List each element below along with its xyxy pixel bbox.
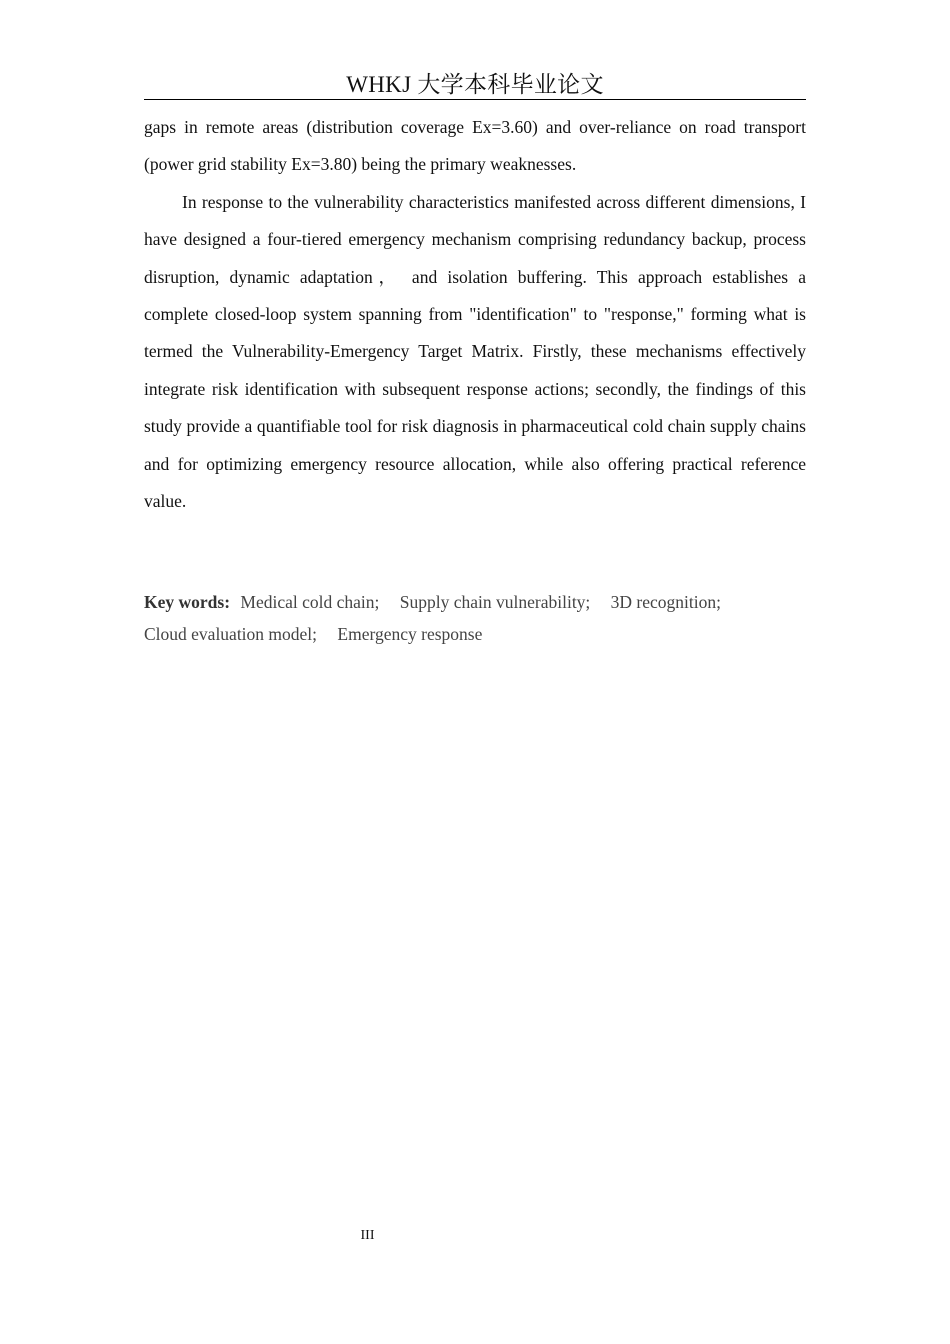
keyword-item: Medical cold chain; — [240, 592, 380, 612]
abstract-body — [144, 109, 806, 520]
header-rule — [144, 99, 806, 100]
keyword-item: 3D recognition; — [610, 592, 721, 612]
keywords-label: Key words: — [144, 592, 231, 612]
abstract-paragraph-continuation: gaps in remote areas (distribution coverage Ex=3.60) and over-reliance on road transport (power grid stability Ex=3.80) being the primary weaknesses. — [144, 117, 806, 175]
keyword-item: Supply chain vulnerability; — [399, 592, 591, 612]
page-header-title: WHKJ 大学本科毕业论文 — [346, 72, 604, 97]
page-number: III — [360, 1228, 375, 1243]
abstract-paragraph: In response to the vulnerability characteristics manifested across different dimensions, I have designed a four-tiered emergency mechanism comprising redundancy backup, process disruption, dynamic adaptation， and isolation buffering. This approach establishes a complete closed-loop system spanning from "identification" to "response," forming what is termed the Vulnerability-Emergency Target Matrix. Firstly, these mechanisms effectively integrate risk identification with subsequent response actions; secondly, the findings of this study provide a quantifiable tool for risk diagnosis in pharmaceutical cold chain supply chains and for optimizing emergency resource allocation, while also offering practical reference value. — [144, 191, 806, 512]
keyword-item: Emergency response — [337, 624, 483, 644]
keywords-section — [144, 586, 806, 650]
keyword-item: Cloud evaluation model; — [144, 624, 318, 644]
